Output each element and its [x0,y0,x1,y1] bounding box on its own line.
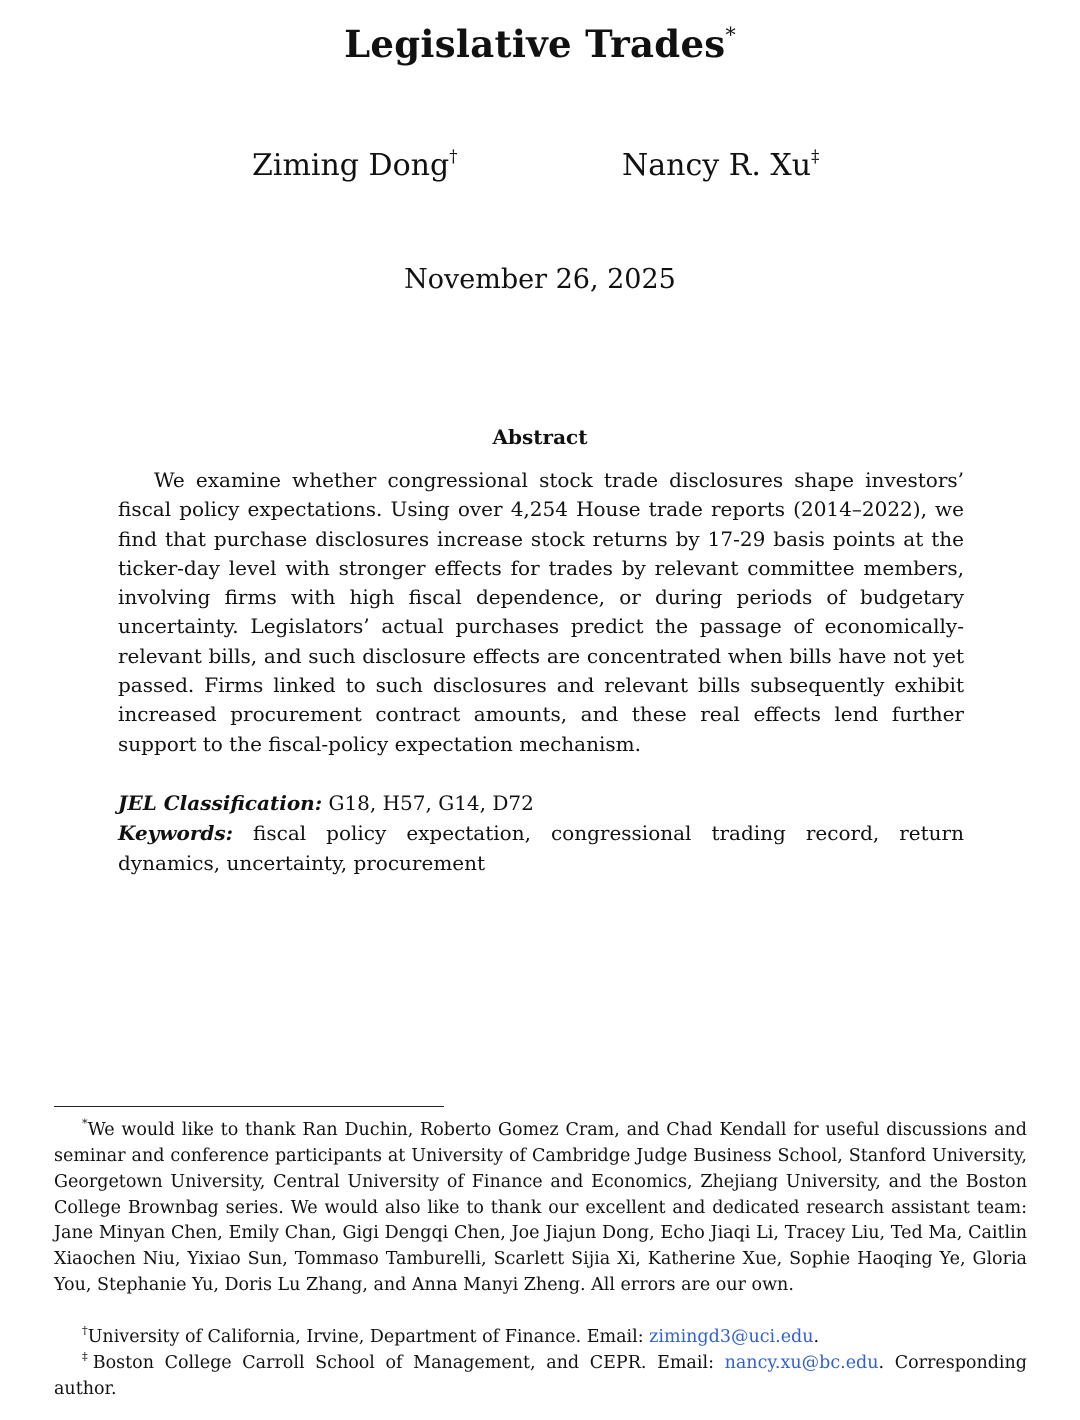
footnote-3-text: Boston College Carroll School of Management, and CEPR. Email: [92,1352,725,1373]
abstract-body: We examine whether congressional stock trade disclosures shape investors’ fiscal policy expectations. Using over 4,254 House trade reports (2014–2022), we find that purchase disclosures increase stock returns by 17-29 basis points at the ticker-day level with stronger effects for trades by relevant committee members, involving firms with high fiscal dependence, or during periods of budgetary uncertainty. Legislators’ actual purchases predict the passage of economically-relevant bills, and such disclosure effects are concentrated when bills have not yet passed. Firms linked to such disclosures and relevant bills subsequently exhibit increased procurement contract amounts, and these real effects lend further support to the fiscal-policy expectation mechanism. [118,468,964,756]
author-1-name: Ziming Dong [252,148,450,183]
footnote-3-mark: ‡ [82,1348,93,1363]
paper-title [0,22,1080,66]
footnote-1-mark: * [82,1115,88,1130]
paper-date: November 26, 2025 [404,264,676,295]
author-2 [622,148,819,183]
footnote-3-after: . Corresponding author. [54,1352,1027,1399]
author-2-name: Nancy R. Xu [622,148,812,183]
title-footnote-mark: * [725,22,736,47]
footnote-2-after: . [813,1326,820,1347]
abstract-heading: Abstract [492,425,588,449]
author-1-footnote-mark: † [449,147,458,167]
jel-codes: G18, H57, G14, D72 [328,791,534,815]
keywords-label: Keywords: [118,821,234,845]
jel-classification [118,788,964,818]
footnote-author-2 [54,1345,1027,1403]
footnote-2-text: University of California, Irvine, Department of Finance. Email: [87,1326,650,1347]
keywords-list: fiscal policy expectation, congressional trading record, return dynamics, uncertainty, procurement [118,821,964,875]
email-link-nancy[interactable]: nancy.xu@bc.edu [724,1352,879,1373]
footnote-divider [54,1106,444,1107]
author-2-footnote-mark: ‡ [811,147,820,167]
jel-label: JEL Classification: [118,791,323,815]
footnote-2-mark: † [82,1322,88,1337]
footnote-acknowledgements [54,1112,1027,1299]
paper-title-text: Legislative Trades [344,22,726,66]
keywords [118,818,964,878]
author-1 [252,148,457,183]
footnote-1-text: We would like to thank Ran Duchin, Roberto Gomez Cram, and Chad Kendall for useful discussions and seminar and conference participants at University of Cambridge Judge Business School, Stanford University, Georgetown University, Central University of Finance and Economics, Zhejiang University, and the Boston College Brownbag series. We would also like to thank our excellent and dedicated research assistant team: Jane Minyan Chen, Emily Chan, Gigi Dengqi Chen, Joe Jiajun Dong, Echo Jiaqi Li, Tracey Liu, Ted Ma, Caitlin Xiaochen Niu, Yixiao Sun, Tommaso Tamburelli, Scarlett Sijia Xi, Katherine Xue, Sophie Haoqing Ye, Gloria You, Stephanie Yu, Doris Lu Zhang, and Anna Manyi Zheng. All errors are our own. [54,1119,1027,1296]
email-link-ziming[interactable]: zimingd3@uci.edu [649,1326,814,1347]
